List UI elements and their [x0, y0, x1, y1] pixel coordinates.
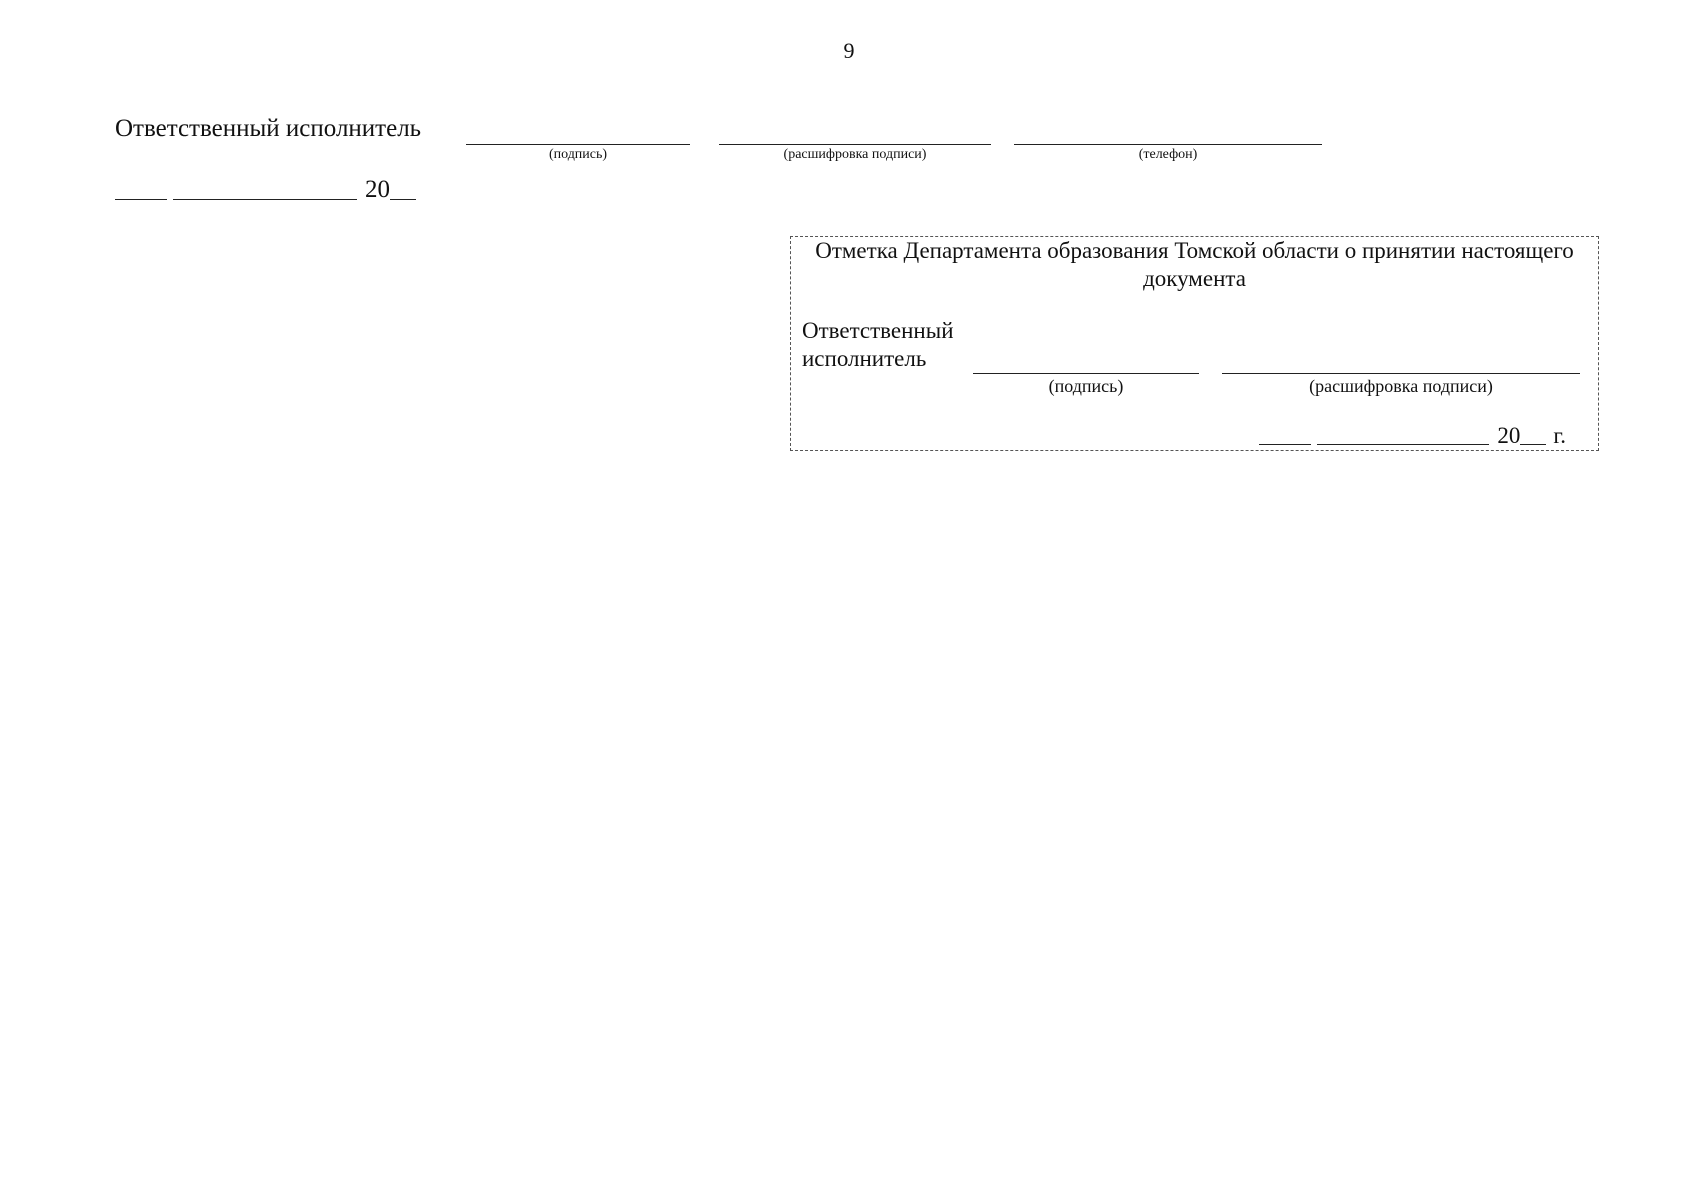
signature-caption: (подпись) [548, 147, 608, 162]
box-signature-caption: (подпись) [1048, 376, 1124, 396]
box-responsible-executor-label: Ответственный исполнитель [802, 318, 954, 371]
box-year-blank[interactable] [1520, 443, 1546, 445]
date-line [115, 176, 416, 204]
box-year-suffix: г. [1553, 423, 1566, 448]
department-acceptance-box [790, 236, 1599, 451]
box-month-blank[interactable] [1317, 443, 1489, 445]
year-blank[interactable] [390, 198, 416, 200]
name-decoding-field[interactable] [719, 144, 991, 145]
signature-field[interactable] [466, 144, 690, 145]
name-decoding-caption: (расшифровка подписи) [783, 147, 927, 162]
responsible-executor-label: Ответственный исполнитель [115, 115, 422, 142]
phone-field[interactable] [1014, 144, 1322, 145]
box-name-decoding-caption: (расшифровка подписи) [1309, 376, 1493, 396]
department-mark-title: Отметка Департамента образования Томской области о принятии настоящего документа [815, 238, 1574, 291]
phone-caption: (телефон) [1138, 147, 1198, 162]
page-number: 9 [843, 38, 855, 63]
box-day-blank[interactable] [1259, 443, 1311, 445]
box-signature-field[interactable] [973, 373, 1199, 374]
month-blank[interactable] [173, 198, 357, 200]
box-year-prefix: 20 [1497, 423, 1521, 448]
box-date-line [1259, 423, 1566, 449]
box-name-decoding-field[interactable] [1222, 373, 1580, 374]
day-blank[interactable] [115, 198, 167, 200]
year-prefix: 20 [365, 176, 390, 203]
